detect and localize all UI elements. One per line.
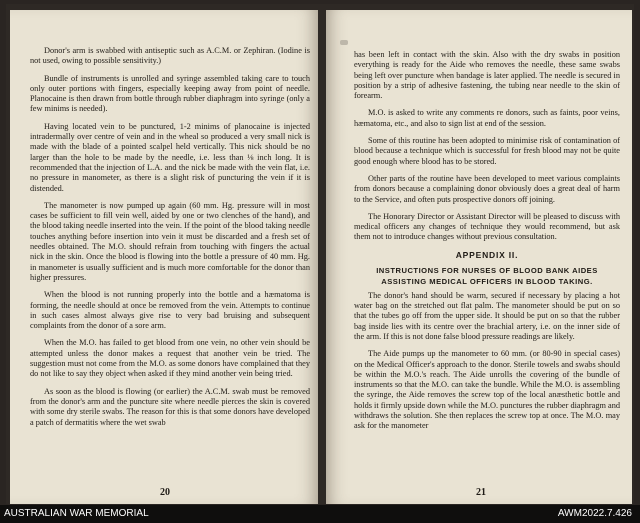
left-paragraph: When the blood is not running properly into the bottle and a hæmatoma is forming, the needle should at once be removed from the vein. Attempts to continue in such cases almost always give rise to very bad bruising and subsequent complaints from the donor of a sore arm. bbox=[30, 290, 310, 331]
left-paragraph: Donor's arm is swabbed with antiseptic such as A.C.M. or Zephiran. (Iodine is not used, owing to possible sensitivity.) bbox=[30, 46, 310, 66]
left-paragraph: As soon as the blood is flowing (or earlier) the A.C.M. swab must be removed from the donor's arm and the puncture site where needle pierces the skin is covered with some dry sterile swabs. The reason for this is that some donors have developed a patch of dermatitis where the wet swab bbox=[30, 386, 310, 427]
footer-source: AUSTRALIAN WAR MEMORIAL bbox=[4, 508, 149, 519]
right-paragraph: M.O. is asked to write any comments re donors, such as faints, poor veins, hæmatoma, etc., and also to sign list at end of the session. bbox=[354, 108, 620, 128]
booklet-spread bbox=[6, 4, 634, 504]
appendix-subtitle: INSTRUCTIONS FOR NURSES OF BLOOD BANK AIDES bbox=[376, 265, 598, 275]
page-number: 21 bbox=[476, 487, 486, 498]
right-paragraph: The donor's hand should be warm, secured if necessary by placing a hot water bag on the stretched out flat palm. The manometer should be put on so that the tubes go off from the upper side. It should be put on so that the rubber bag inside lies with its centre over the brachial artery, i.e. on the inner side of the arm. If this is not done false blood pressure readings are likely. bbox=[354, 290, 620, 341]
page-number: 20 bbox=[160, 487, 170, 498]
right-paragraph: Other parts of the routine have been developed to meet various complaints from donors because a complaining donor obviously does a great deal of harm to the Service, and often puts prospective donors off joining. bbox=[354, 173, 620, 204]
footer-bar bbox=[0, 505, 640, 523]
left-paragraph: Having located vein to be punctured, 1-2 minims of planocaine is injected intradermally over centre of vein and in the wheal so produced a very small nick is made with the blade of a pointed scalpel held vertically. This nick should be no larger than the hole to be made by the needle, i.e. less than ⅛ inch long. It is recommended that the injection of L.A. and the nick be made with the vein flat, i.e. no pressure in manometer, as there is a slight risk of puncturing the vein if it is distended. bbox=[30, 121, 310, 193]
left-paragraph: When the M.O. has failed to get blood from one vein, no other vein should be attempted unless the donor makes a request that another vein be tried. The suggestion must not come from the M.O. as some donors have complained that they do not like to say they object when asked if they mind another vein being tried. bbox=[30, 338, 310, 379]
left-paragraph: The manometer is now pumped up again (60 mm. Hg. pressure will in most cases be sufficient to fill vein well, aided by one or two clenches of the hand), and the blood taking needle inserted into the vein. If the point of the blood taking needle touches anything before insertion into vein it must be discarded and a fresh set of needles obtained. The M.O. should refrain from touching with fingers the actual nick in the skin. Once the blood is flowing into the bottle a pressure of 40 mm. Hg. in manometer is usually sufficient and is much more comfortable for the donor than higher pressures. bbox=[30, 200, 310, 282]
right-paragraph: The Honorary Director or Assistant Director will be pleased to discuss with medical officers any changes of technique they would recommend, but ask them not to introduce changes without previous consultation. bbox=[354, 211, 620, 242]
footer-catalogue-id: AWM2022.7.426 bbox=[557, 508, 632, 519]
right-paragraph: has been left in contact with the skin. Also with the dry swabs in position everything is ready for the Aide who removes the needle, these same swabs being left over puncture when bandage is later applied. The needle is secured in position by a strip of adhesive fastening, the tubing near needle to the skin of forearm. bbox=[354, 50, 620, 101]
left-page bbox=[10, 10, 318, 504]
left-paragraph: Bundle of instruments is unrolled and syringe assembled taking care to touch only outer portions with fingers, especially keeping away from point of needle. Planocaine is then drawn from bottle through rubber diaphragm into syringe (only a few minims is needed). bbox=[30, 73, 310, 114]
right-paragraph: Some of this routine has been adopted to minimise risk of contamination of blood because a technique which is successful for fresh blood may not be quite good enough where blood has to be stored. bbox=[354, 136, 620, 166]
right-paragraph: The Aide pumps up the manometer to 60 mm. (or 80-90 in special cases) on the Medical Officer's approach to the donor. Sterile towels and swabs should be within the M.O.'s reach. The Aide unrolls the covering of the bundle of instruments so that the M.O. can take the bundle. While the M.O. is assembling the syringe, the Aide removes the screw top of the local anæsthetic bottle and holds it firmly upside down while the M.O. punctures the rubber diaphragm and withdraws the solution. She then replaces the screw top at once. The M.O. may ask for the manometer bbox=[354, 349, 620, 431]
appendix-subtitle: ASSISTING MEDICAL OFFICERS IN BLOOD TAKING. bbox=[381, 276, 593, 286]
appendix-title: APPENDIX II. bbox=[455, 249, 519, 260]
staple-mark bbox=[340, 40, 348, 45]
right-page bbox=[326, 10, 632, 504]
